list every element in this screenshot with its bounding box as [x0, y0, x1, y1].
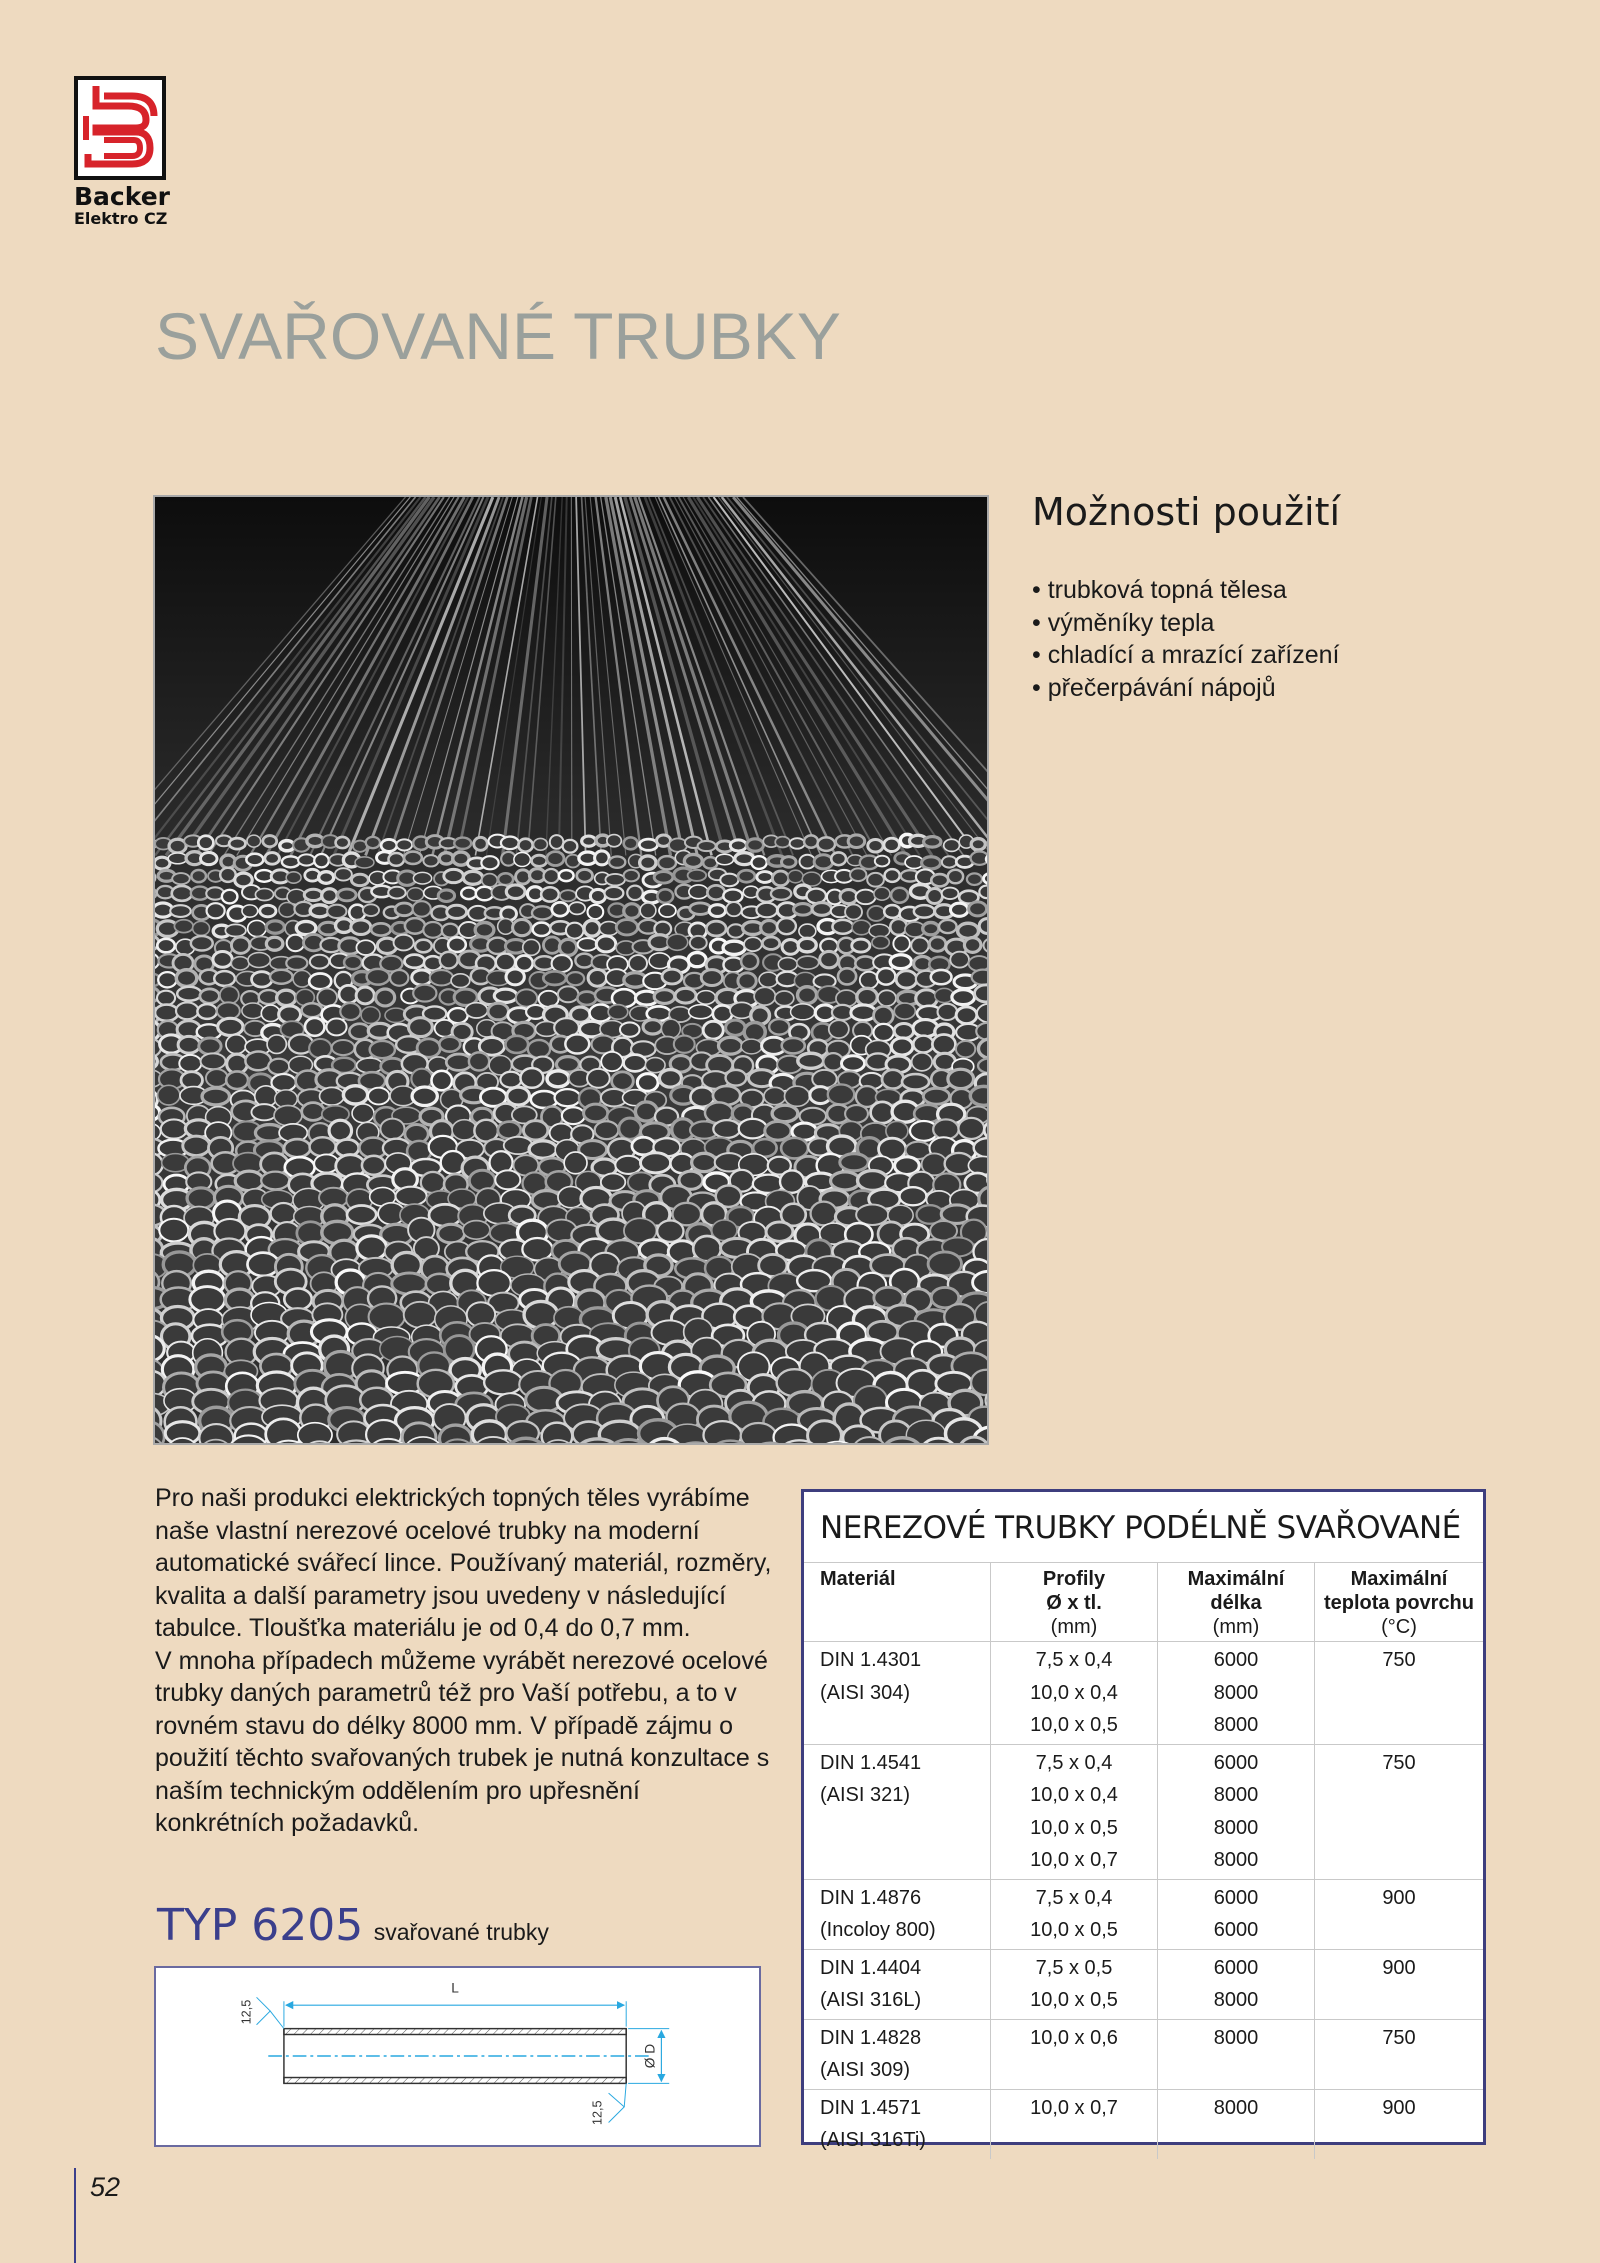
- uses-item: • chladící a mrazící zařízení: [1032, 639, 1552, 672]
- cell-length-line: 6000: [1213, 1751, 1259, 1774]
- cell-temperature: [1315, 2019, 1484, 2089]
- cell-length-line: 8000: [1213, 1714, 1259, 1736]
- cell-profile: [991, 1642, 1158, 1745]
- table-row: [804, 1949, 1483, 2019]
- diameter-label: Ø D: [642, 2043, 658, 2069]
- cell-material-line: DIN 1.4404: [820, 1956, 922, 1979]
- spec-table: [804, 1562, 1483, 2159]
- cell-material-line: (AISI 316L): [820, 1989, 922, 2011]
- header-profile-unit: (mm): [1050, 1616, 1098, 1638]
- type-heading: [157, 1900, 549, 1951]
- cell-length-line: 6000: [1213, 1886, 1259, 1909]
- header-length-label: Maximální: [1187, 1568, 1285, 1590]
- cell-length-line: 8000: [1213, 1849, 1259, 1871]
- cell-length-line: 8000: [1213, 1989, 1259, 2011]
- cell-length-line: 8000: [1213, 1784, 1259, 1806]
- cell-length-line: 6000: [1213, 1956, 1259, 1979]
- table-title: NEREZOVÉ TRUBKY PODÉLNĚ SVAŘOVANÉ: [820, 1510, 1461, 1546]
- cell-temperature-line: 750: [1382, 1649, 1416, 1671]
- cell-material-line: (AISI 321): [820, 1784, 911, 1806]
- cell-profile-line: 7,5 x 0,4: [1035, 1751, 1113, 1774]
- cell-material-line: (AISI 316Ti): [820, 2129, 926, 2151]
- cell-temperature: [1315, 1879, 1484, 1949]
- cell-profile-line: 10,0 x 0,7: [1030, 1849, 1118, 1871]
- tube-wall-top: [284, 2029, 626, 2035]
- cell-profile-line: 7,5 x 0,4: [1035, 1886, 1113, 1909]
- cell-profile-line: 10,0 x 0,5: [1030, 1714, 1118, 1736]
- uses-item: • trubková topná tělesa: [1032, 574, 1552, 607]
- cell-profile-line: 7,5 x 0,5: [1035, 1956, 1113, 1979]
- cell-material-line: (Incoloy 800): [820, 1919, 936, 1941]
- intro-paragraph-2: V mnoha případech můžeme vyrábět nerezové ocelové trubky daných parametrů též pro Vaší potřebu, a to v rovném stavu do délky 8000 mm. V případě zájmu o použití těchto svařovaných trubek je nutná konzultace s naším technickým oddělením pro upřesnění konkrétních požadavků.: [155, 1646, 770, 1837]
- uses-heading: Možnosti použití: [1032, 490, 1341, 534]
- cell-material-line: (AISI 304): [820, 1681, 911, 1704]
- cell-length-line: 6000: [1213, 1919, 1259, 1941]
- brand-sub: Elektro CZ: [74, 209, 168, 228]
- cell-profile-line: 10,0 x 0,5: [1030, 1816, 1118, 1839]
- header-length-label-2: délka: [1210, 1592, 1262, 1614]
- cell-temperature: [1315, 2089, 1484, 2159]
- tube-wall-bottom: [284, 2078, 626, 2084]
- header-temp-label: Maximální: [1350, 1568, 1448, 1590]
- cell-profile: [991, 1949, 1158, 2019]
- header-length-unit: (mm): [1212, 1616, 1260, 1638]
- page-rule: [74, 2168, 76, 2263]
- cell-profile: [991, 1744, 1158, 1879]
- cell-length: [1158, 2019, 1315, 2089]
- cell-temperature-line: 900: [1382, 1886, 1416, 1909]
- length-label: L: [451, 1980, 459, 1996]
- cell-material-line: DIN 1.4301: [820, 1649, 922, 1671]
- cell-temperature-line: 900: [1382, 2096, 1416, 2119]
- cell-temperature: [1315, 1949, 1484, 2019]
- cell-length-line: 8000: [1213, 2096, 1259, 2119]
- tubes-photo-image: [155, 497, 987, 1443]
- table-row: [804, 1642, 1483, 1745]
- cell-length: [1158, 2089, 1315, 2159]
- brand-logo: [74, 76, 174, 228]
- cell-material-line: DIN 1.4541: [820, 1751, 922, 1774]
- table-row: [804, 1744, 1483, 1879]
- cell-length-line: 6000: [1213, 1649, 1259, 1671]
- tubes-photo: [153, 495, 989, 1445]
- cell-material: [804, 1879, 991, 1949]
- cell-material-line: (AISI 309): [820, 2059, 911, 2081]
- cell-profile-line: 7,5 x 0,4: [1035, 1649, 1113, 1671]
- table-row: [804, 2089, 1483, 2159]
- cell-material-line: DIN 1.4828: [820, 2026, 922, 2049]
- cell-profile: [991, 2019, 1158, 2089]
- table-header-row: [804, 1563, 1483, 1642]
- header-material: [804, 1563, 991, 1642]
- type-code: TYP 6205: [157, 1900, 364, 1951]
- backer-logo-icon: [74, 76, 166, 180]
- cell-temperature: [1315, 1642, 1484, 1745]
- cell-material: [804, 2019, 991, 2089]
- cell-profile-line: 10,0 x 0,4: [1030, 1784, 1118, 1806]
- uses-section: [1032, 490, 1552, 704]
- dim-bottom-label: 12,5: [589, 2100, 605, 2126]
- cell-profile-line: 10,0 x 0,4: [1030, 1681, 1118, 1704]
- cell-material-line: DIN 1.4876: [820, 1886, 922, 1909]
- type-description: svařované trubky: [373, 1919, 549, 1945]
- cell-profile: [991, 1879, 1158, 1949]
- cell-length-line: 8000: [1213, 1816, 1259, 1839]
- header-temp-label-2: teplota povrchu: [1323, 1592, 1474, 1614]
- cell-temperature: [1315, 1744, 1484, 1879]
- page-title: SVAŘOVANÉ TRUBKY: [155, 299, 841, 373]
- cell-material: [804, 1744, 991, 1879]
- header-profile: [991, 1563, 1158, 1642]
- tube-drawing: [154, 1966, 761, 2147]
- header-temp-unit: (°C): [1381, 1616, 1417, 1638]
- tube-drawing-svg: [156, 1968, 759, 2145]
- cell-length: [1158, 1949, 1315, 2019]
- cell-profile-line: 10,0 x 0,5: [1030, 1919, 1118, 1941]
- header-profile-label: Profily: [1042, 1568, 1106, 1590]
- cell-profile: [991, 2089, 1158, 2159]
- cell-material-line: DIN 1.4571: [820, 2096, 922, 2119]
- uses-item: • přečerpávání nápojů: [1032, 672, 1552, 705]
- cell-length: [1158, 1879, 1315, 1949]
- uses-item: • výměníky tepla: [1032, 607, 1552, 640]
- intro-text: [155, 1482, 775, 1840]
- cell-material: [804, 1642, 991, 1745]
- cell-material: [804, 1949, 991, 2019]
- table-row: [804, 1879, 1483, 1949]
- cell-profile-line: 10,0 x 0,6: [1030, 2026, 1118, 2049]
- cell-material: [804, 2089, 991, 2159]
- header-material-label: Materiál: [820, 1568, 896, 1590]
- cell-profile-line: 10,0 x 0,7: [1030, 2096, 1118, 2119]
- tube-spec-table: [801, 1489, 1486, 2151]
- header-temperature: [1315, 1563, 1484, 1642]
- table-row: [804, 2019, 1483, 2089]
- uses-list: [1032, 574, 1552, 704]
- cell-temperature-line: 750: [1382, 2026, 1416, 2049]
- cell-temperature-line: 750: [1382, 1751, 1416, 1774]
- page-number: 52: [90, 2172, 121, 2202]
- dim-top-label: 12,5: [238, 1999, 254, 2025]
- brand-name: Backer: [74, 182, 170, 211]
- intro-paragraph-1: Pro naši produkci elektrických topných těles vyrábíme naše vlastní nerezové ocelové trubky na moderní automatické svářecí lince. Používaný materiál, rozměry, kvalita a další parametry jsou uvedeny v následující tabulce. Tloušťka materiálu je od 0,4 do 0,7 mm.: [155, 1484, 772, 1642]
- header-length: [1158, 1563, 1315, 1642]
- cell-temperature-line: 900: [1382, 1956, 1416, 1979]
- cell-length-line: 8000: [1213, 2026, 1259, 2049]
- cell-length: [1158, 1642, 1315, 1745]
- cell-length: [1158, 1744, 1315, 1879]
- cell-length-line: 8000: [1213, 1681, 1259, 1704]
- cell-profile-line: 10,0 x 0,5: [1030, 1989, 1118, 2011]
- header-profile-label-2: Ø x tl.: [1046, 1592, 1102, 1614]
